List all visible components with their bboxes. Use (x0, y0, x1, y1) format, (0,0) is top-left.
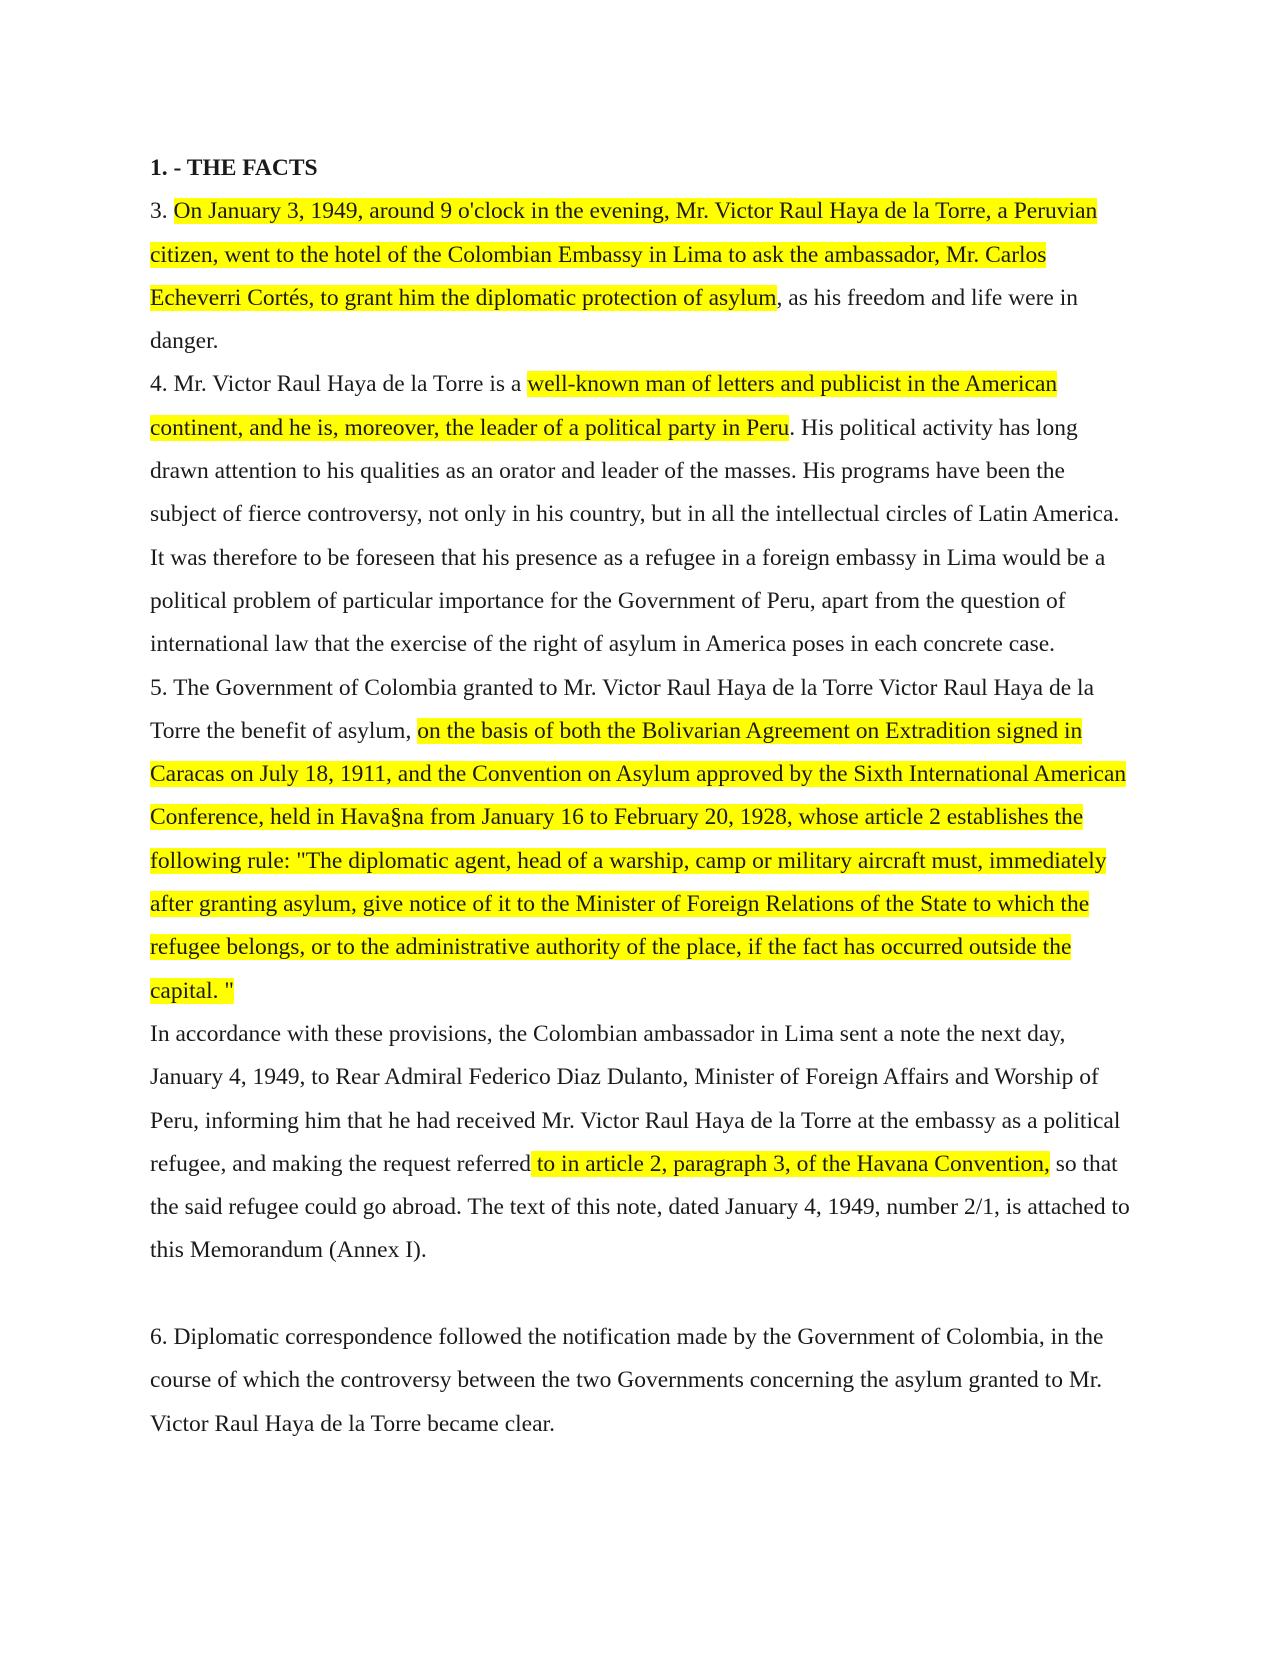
paragraph-3-lead: 3. (150, 198, 174, 225)
paragraph-5-highlight: on the basis of both the Bolivarian Agreement on Extradition signed in Caracas on July 18, 1911, and the Convention on Asylum approved by the Sixth International American Conference, held in Hava§na from January 16 to February 20, 1928, whose article 2 establishes the following rule: "The diplomatic agent, head of a warship, camp or military aircraft must, immediately after granting asylum, give notice of it to the Minister of Foreign Relations of the State to which the refugee belongs, or to the administrative authority of the place, if the fact has occurred outside the capital. " (150, 717, 1127, 1004)
paragraph-4-lead: 4. Mr. Victor Raul Haya de la Torre is a (150, 371, 528, 398)
paragraph-5 (150, 667, 1135, 1013)
paragraph-5b-highlight: to in article 2, paragraph 3, of the Havana Convention, (531, 1150, 1050, 1177)
paragraph-5-continuation (150, 1013, 1135, 1273)
paragraph-3-highlight: On January 3, 1949, around 9 o'clock in the evening, Mr. Victor Raul Haya de la Torre, a Peruvian citizen, went to the hotel of the Colombian Embassy in Lima to ask the ambassador, Mr. Carlos Echeverri Cortés, to grant him the diplomatic protection of asylum (150, 198, 1098, 311)
paragraph-4-tail: . His political activity has long drawn attention to his qualities as an orator and leader of the masses. His programs have been the subject of fierce controversy, not only in his country, but in all the intellectual circles of Latin America. It was therefore to be foreseen that his presence as a refugee in a foreign embassy in Lima would be a political problem of particular importance for the Government of Peru, apart from the question of international law that the exercise of the right of asylum in America poses in each concrete case. (150, 414, 1120, 658)
paragraph-6: 6. Diplomatic correspondence followed the notification made by the Government of Colombia, in the course of which the controversy between the two Governments concerning the asylum granted to Mr. Victor Raul Haya de la Torre became clear. (150, 1324, 1104, 1437)
paragraph-spacer (150, 1273, 1135, 1316)
paragraph-3-tail: , as his freedom and life were in danger. (150, 284, 1078, 355)
paragraph-3 (150, 190, 1135, 363)
paragraph-4 (150, 363, 1135, 666)
paragraph-4-highlight: well-known man of letters and publicist in the American continent, and he is, moreover, the leader of a political party in Peru (150, 371, 1058, 441)
paragraph-5-lead: 5. The Government of Colombia granted to Mr. Victor Raul Haya de la Torre Victor Raul Haya de la Torre the benefit of asylum, (150, 674, 1094, 744)
document-page (150, 147, 1135, 1446)
paragraph-5b-lead: In accordance with these provisions, the Colombian ambassador in Lima sent a note the next day, January 4, 1949, to Rear Admiral Federico Diaz Dulanto, Minister of Foreign Affairs and Worship of Peru, informing him that he had received Mr. Victor Raul Haya de la Torre at the embassy as a political refugee, and making the request referred (150, 1020, 1121, 1177)
section-heading: 1. - THE FACTS (150, 155, 318, 181)
paragraph-5b-tail: so that the said refugee could go abroad. The text of this note, dated January 4, 1949, number 2/1, is attached to this Memorandum (Annex I). (150, 1150, 1130, 1264)
